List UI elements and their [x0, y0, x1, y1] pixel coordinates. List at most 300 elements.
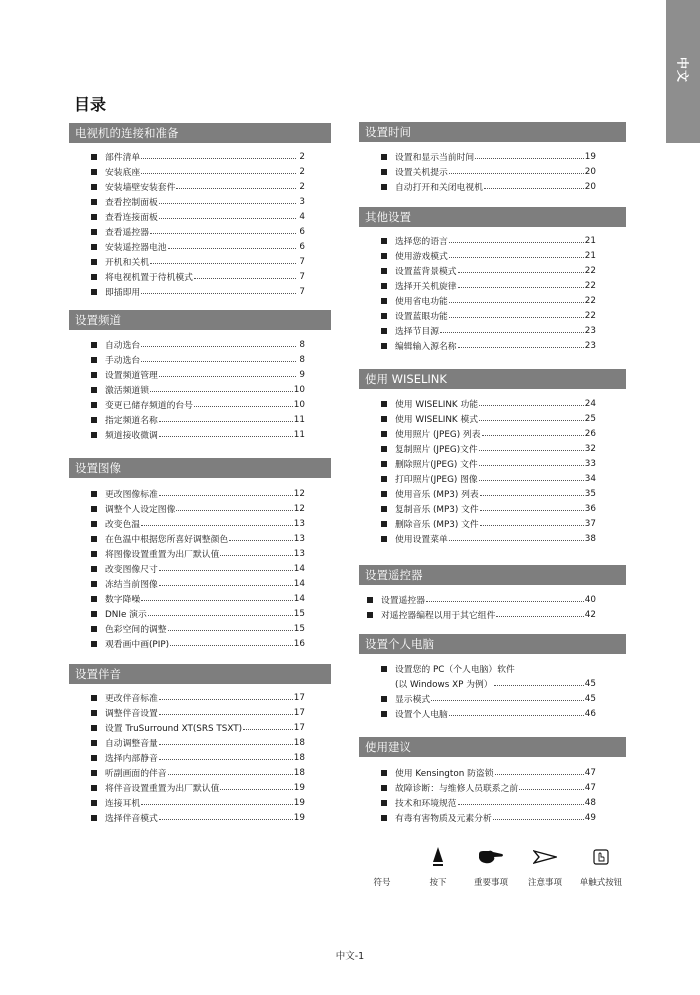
dot-leader — [159, 203, 296, 204]
dot-leader — [479, 405, 584, 406]
dot-leader — [150, 233, 296, 234]
bullet-square-icon — [91, 244, 97, 250]
bullet-square-icon — [91, 342, 97, 348]
toc-entry-page: 20 — [584, 166, 596, 177]
symbol-label: 按下 — [429, 878, 447, 888]
toc-entry-page: 19 — [293, 797, 305, 808]
toc-entry-page: 46 — [584, 708, 596, 719]
dot-leader — [479, 465, 584, 466]
toc-entry-page: 18 — [293, 752, 305, 763]
toc-entry-page: 23 — [584, 340, 596, 351]
section-connection — [69, 123, 331, 299]
toc-entry-label: 自动打开和关闭电视机 — [395, 183, 483, 193]
toc-entry — [69, 179, 331, 194]
toc-entry-page: 22 — [584, 295, 596, 306]
bullet-square-icon — [91, 710, 97, 716]
toc-entry-page: 13 — [293, 518, 305, 529]
toc-entry — [69, 606, 331, 621]
toc-entry-page: 17 — [293, 707, 305, 718]
dot-leader — [449, 302, 584, 303]
section-header: 使用建议 — [359, 737, 626, 757]
bullet-square-icon — [381, 815, 387, 821]
toc-entry-page: 22 — [584, 280, 596, 291]
toc-entry-page: 4 — [299, 211, 305, 222]
section-header: 使用 WISELINK — [359, 369, 626, 389]
toc-entry-page: 13 — [293, 533, 305, 544]
toc-entry-label: 指定频道名称 — [105, 416, 158, 426]
bullet-square-icon — [91, 417, 97, 423]
dot-leader — [479, 450, 584, 451]
toc-entry — [69, 531, 331, 546]
toc-entry-label: 使用 WISELINK 模式 — [395, 415, 479, 425]
bullet-square-icon — [381, 521, 387, 527]
dot-leader — [458, 804, 584, 805]
toc-entry — [69, 352, 331, 367]
entry-list — [359, 149, 626, 194]
bullet-square-icon — [367, 612, 373, 618]
toc-entry-page: 7 — [299, 256, 305, 267]
toc-entry-label: 观看画中画(PIP) — [105, 640, 170, 650]
toc-entry-label: 复制照片 (JPEG)文件 — [395, 445, 478, 455]
dot-leader — [449, 257, 584, 258]
section-pc — [359, 634, 626, 721]
toc-entry-label: 故障诊断：与维修人员联系之前 — [395, 784, 519, 794]
dot-leader — [484, 188, 584, 189]
toc-entry-label: 色彩空间的调整 — [105, 625, 167, 635]
dot-leader — [159, 376, 296, 377]
toc-entry-label: 频道接收微调 — [105, 431, 158, 441]
toc-entry-page: 21 — [584, 250, 596, 261]
symbol-legend — [369, 846, 631, 892]
toc-entry — [69, 780, 331, 795]
toc-entry-label: 更改伴音标准 — [105, 694, 158, 704]
section-header: 其他设置 — [359, 207, 626, 227]
dot-leader — [150, 263, 296, 264]
toc-entry-page: 10 — [293, 399, 305, 410]
toc-entry-label: 连接耳机 — [105, 799, 141, 809]
bullet-square-icon — [381, 446, 387, 452]
dot-leader — [141, 361, 296, 362]
toc-entry — [69, 546, 331, 561]
toc-entry — [359, 263, 626, 278]
toc-entry — [359, 661, 626, 676]
symbol-one-touch — [578, 846, 624, 888]
toc-entry-page: 18 — [293, 767, 305, 778]
toc-entry-page: 14 — [293, 563, 305, 574]
dot-leader — [168, 630, 293, 631]
toc-entry — [69, 164, 331, 179]
toc-entry-page: 13 — [293, 548, 305, 559]
bullet-square-icon — [381, 343, 387, 349]
toc-entry — [69, 486, 331, 501]
toc-entry-page: 15 — [293, 623, 305, 634]
toc-entry — [69, 705, 331, 720]
bullet-square-icon — [91, 770, 97, 776]
toc-entry-page: 9 — [299, 369, 305, 380]
bullet-square-icon — [91, 740, 97, 746]
bullet-square-icon — [381, 283, 387, 289]
entry-list — [69, 149, 331, 299]
toc-entry-page: 6 — [299, 241, 305, 252]
toc-entry-label: 听副画面的伴音 — [105, 769, 167, 779]
toc-entry — [69, 720, 331, 735]
toc-entry-page: 7 — [299, 286, 305, 297]
section-header: 设置个人电脑 — [359, 634, 626, 654]
section-sound — [69, 664, 331, 825]
toc-entry — [359, 293, 626, 308]
press-arrow-icon — [431, 846, 445, 868]
toc-entry-label: 激活频道锁 — [105, 386, 149, 396]
toc-entry-page: 11 — [293, 429, 305, 440]
bullet-square-icon — [381, 770, 387, 776]
dot-leader — [141, 525, 293, 526]
bullet-square-icon — [381, 268, 387, 274]
toc-entry-page: 6 — [299, 226, 305, 237]
toc-entry-label: 将图像设置重置为出厂默认值 — [105, 550, 220, 560]
entry-list — [69, 337, 331, 442]
toc-entry-label: 查看连接面板 — [105, 213, 158, 223]
dot-leader — [159, 759, 293, 760]
bullet-square-icon — [381, 184, 387, 190]
toc-entry — [69, 516, 331, 531]
toc-entry — [69, 412, 331, 427]
dot-leader — [449, 540, 584, 541]
dot-leader — [519, 789, 584, 790]
bullet-square-icon — [381, 416, 387, 422]
dot-leader — [480, 510, 584, 511]
bullet-square-icon — [91, 596, 97, 602]
dot-leader — [440, 332, 584, 333]
bullet-square-icon — [91, 402, 97, 408]
toc-entry-label: 对遥控器编程以用于其它组件 — [381, 611, 496, 621]
toc-entry-label: 安装底座 — [105, 168, 141, 178]
dot-leader — [159, 585, 293, 586]
dot-leader — [475, 158, 584, 159]
bullet-square-icon — [381, 711, 387, 717]
section-header: 设置伴音 — [69, 664, 331, 684]
toc-entry — [359, 396, 626, 411]
bullet-square-icon — [381, 696, 387, 702]
toc-entry — [69, 735, 331, 750]
toc-entry — [69, 224, 331, 239]
toc-entry-page: 10 — [293, 384, 305, 395]
toc-entry-label: 使用 Kensington 防盗锁 — [395, 769, 494, 779]
toc-entry — [69, 621, 331, 636]
toc-entry — [69, 194, 331, 209]
toc-entry — [359, 323, 626, 338]
dot-leader — [159, 421, 293, 422]
dot-leader — [496, 616, 583, 617]
toc-entry-label: 自动选台 — [105, 341, 141, 351]
bullet-square-icon — [381, 476, 387, 482]
bullet-square-icon — [381, 506, 387, 512]
toc-entry — [69, 561, 331, 576]
toc-entry — [69, 636, 331, 651]
dot-leader — [141, 158, 296, 159]
section-remote — [359, 565, 626, 622]
one-touch-button-icon — [593, 849, 609, 865]
section-channels — [69, 310, 331, 442]
toc-entry-page: 19 — [293, 782, 305, 793]
bullet-square-icon — [381, 431, 387, 437]
toc-entry-label: (以 Windows XP 为例） — [395, 680, 493, 690]
symbol-legend-label: 符号 — [373, 878, 391, 888]
toc-entry-page: 21 — [584, 235, 596, 246]
toc-entry-page: 42 — [584, 609, 596, 620]
dot-leader — [458, 347, 584, 348]
toc-entry-label: 删除音乐 (MP3) 文件 — [395, 520, 479, 530]
toc-entry-page: 24 — [584, 398, 596, 409]
dot-leader — [141, 346, 296, 347]
bullet-square-icon — [91, 581, 97, 587]
toc-entry-label: 调整个人设定图像 — [105, 505, 176, 515]
toc-entry — [359, 531, 626, 546]
dot-leader — [220, 789, 292, 790]
toc-entry — [359, 780, 626, 795]
toc-entry-label: 更改图像标准 — [105, 490, 158, 500]
toc-entry-label: 使用游戏模式 — [395, 252, 448, 262]
symbol-important — [468, 846, 514, 888]
bullet-square-icon — [91, 611, 97, 617]
symbol-label: 单触式按钮 — [579, 878, 623, 888]
dot-leader — [176, 188, 296, 189]
dot-leader — [170, 645, 293, 646]
toc-entry — [359, 471, 626, 486]
dot-leader — [431, 700, 584, 701]
bullet-square-icon — [91, 214, 97, 220]
toc-entry — [359, 164, 626, 179]
bullet-square-icon — [381, 154, 387, 160]
bullet-square-icon — [91, 199, 97, 205]
toc-entry-page: 17 — [293, 692, 305, 703]
dot-leader — [449, 715, 584, 716]
bullet-square-icon — [367, 597, 373, 603]
toc-entry — [359, 810, 626, 825]
toc-entry-label: 安装墙壁安装套件 — [105, 183, 176, 193]
toc-entry — [359, 179, 626, 194]
symbol-label: 注意事项 — [527, 878, 562, 888]
toc-entry — [69, 284, 331, 299]
entry-list — [359, 396, 626, 546]
toc-entry-label: 设置个人电脑 — [395, 710, 448, 720]
toc-entry-page: 19 — [293, 812, 305, 823]
dot-leader — [243, 729, 293, 730]
language-tab-label: 中文 — [675, 56, 690, 84]
toc-entry-label: 改变图像尺寸 — [105, 565, 158, 575]
toc-entry-page: 8 — [299, 354, 305, 365]
section-wiselink — [359, 369, 626, 546]
dot-leader — [479, 480, 584, 481]
bullet-square-icon — [91, 387, 97, 393]
toc-entry-label: 选择内部静音 — [105, 754, 158, 764]
bullet-square-icon — [91, 551, 97, 557]
dot-leader — [482, 435, 584, 436]
toc-entry-page: 23 — [584, 325, 596, 336]
bullet-square-icon — [91, 491, 97, 497]
bullet-square-icon — [381, 298, 387, 304]
toc-entry — [69, 591, 331, 606]
bullet-square-icon — [91, 184, 97, 190]
toc-entry-page: 26 — [584, 428, 596, 439]
bullet-square-icon — [91, 372, 97, 378]
bullet-square-icon — [91, 641, 97, 647]
dot-leader — [495, 774, 584, 775]
dot-leader — [159, 495, 293, 496]
symbol-legend-label-wrap — [359, 846, 405, 888]
toc-entry — [359, 248, 626, 263]
toc-entry-label: 手动选台 — [105, 356, 141, 366]
bullet-square-icon — [91, 229, 97, 235]
bullet-square-icon — [381, 328, 387, 334]
dot-leader — [141, 600, 293, 601]
toc-entry-label: 将电视机置于待机模式 — [105, 273, 193, 283]
bullet-square-icon — [381, 253, 387, 259]
page-title: 目录 — [74, 95, 107, 114]
dot-leader — [493, 819, 584, 820]
toc-entry — [359, 233, 626, 248]
entry-list — [359, 592, 626, 622]
toc-entry-page: 49 — [584, 812, 596, 823]
section-other — [359, 207, 626, 353]
toc-entry-label: 调整伴音设置 — [105, 709, 158, 719]
toc-entry — [359, 516, 626, 531]
toc-entry — [69, 765, 331, 780]
toc-entry-label: 将伴音设置重置为出厂默认值 — [105, 784, 220, 794]
toc-entry-label: 设置频道管理 — [105, 371, 158, 381]
dot-leader — [229, 540, 293, 541]
toc-entry-page: 11 — [293, 414, 305, 425]
toc-entry-label: 使用 WISELINK 功能 — [395, 400, 479, 410]
section-header: 电视机的连接和准备 — [69, 123, 331, 143]
toc-entry — [359, 592, 626, 607]
toc-entry-label: 选择您的语言 — [395, 237, 448, 247]
bullet-square-icon — [381, 666, 387, 672]
toc-entry — [359, 456, 626, 471]
toc-entry-page: 22 — [584, 265, 596, 276]
symbol-note — [522, 846, 568, 888]
toc-entry — [359, 486, 626, 501]
toc-entry-page: 47 — [584, 767, 596, 778]
bullet-square-icon — [91, 506, 97, 512]
toc-entry-label: 查看控制面板 — [105, 198, 158, 208]
bullet-square-icon — [91, 566, 97, 572]
section-picture — [69, 458, 331, 651]
bullet-square-icon — [381, 461, 387, 467]
symbol-press — [415, 846, 461, 888]
toc-entry-label: 设置蓝眼功能 — [395, 312, 448, 322]
bullet-square-icon — [381, 169, 387, 175]
toc-entry-page: 19 — [584, 151, 596, 162]
toc-entry-page: 18 — [293, 737, 305, 748]
toc-entry-label: 使用音乐 (MP3) 列表 — [395, 490, 479, 500]
bullet-square-icon — [91, 755, 97, 761]
dot-leader — [458, 272, 584, 273]
toc-entry-label: 删除照片(JPEG) 文件 — [395, 460, 478, 470]
toc-entry-page: 14 — [293, 578, 305, 589]
toc-entry — [359, 795, 626, 810]
toc-entry — [359, 278, 626, 293]
dot-leader — [426, 601, 584, 602]
dot-leader — [159, 819, 293, 820]
toc-entry — [69, 397, 331, 412]
dot-leader — [159, 436, 293, 437]
toc-entry-label: 有毒有害物质及元素分析 — [395, 814, 492, 824]
toc-entry-label: 自动调整音量 — [105, 739, 158, 749]
toc-entry-page: 20 — [584, 181, 596, 192]
dot-leader — [479, 420, 584, 421]
toc-entry-page: 12 — [293, 503, 305, 514]
toc-entry-label: 设置和显示当前时间 — [395, 153, 475, 163]
dot-leader — [449, 242, 584, 243]
toc-entry-label: 设置遥控器 — [381, 596, 425, 606]
toc-entry-label: 冻结当前图像 — [105, 580, 158, 590]
toc-entry-page: 33 — [584, 458, 596, 469]
bullet-square-icon — [91, 695, 97, 701]
dot-leader — [480, 525, 584, 526]
toc-entry-label: 部件清单 — [105, 153, 141, 163]
dot-leader — [494, 685, 584, 686]
toc-entry-page: 45 — [584, 678, 596, 689]
toc-entry-page: 25 — [584, 413, 596, 424]
section-advice — [359, 737, 626, 825]
toc-entry-page: 17 — [293, 722, 305, 733]
toc-entry — [69, 239, 331, 254]
toc-entry — [359, 308, 626, 323]
toc-entry-page: 2 — [299, 151, 305, 162]
dot-leader — [176, 510, 292, 511]
dot-leader — [168, 774, 293, 775]
section-time — [359, 122, 626, 194]
dot-leader — [150, 391, 293, 392]
page-number: 中文-1 — [335, 951, 365, 962]
toc-entry-page: 22 — [584, 310, 596, 321]
toc-entry-label: 编辑输入源名称 — [395, 342, 457, 352]
toc-entry — [359, 607, 626, 622]
toc-entry-label: 设置关机提示 — [395, 168, 448, 178]
toc-entry-page: 40 — [584, 594, 596, 605]
toc-entry-label: 复制音乐 (MP3) 文件 — [395, 505, 479, 515]
toc-entry — [69, 337, 331, 352]
section-header: 设置遥控器 — [359, 565, 626, 585]
toc-entry-label: 使用设置菜单 — [395, 535, 448, 545]
bullet-square-icon — [91, 725, 97, 731]
toc-entry — [69, 209, 331, 224]
dot-leader — [449, 173, 584, 174]
entry-list — [359, 765, 626, 825]
bullet-square-icon — [381, 238, 387, 244]
toc-entry-page: 2 — [299, 166, 305, 177]
bullet-square-icon — [91, 800, 97, 806]
toc-entry — [359, 676, 626, 691]
toc-entry — [69, 269, 331, 284]
toc-entry-label: 安装遥控器电池 — [105, 243, 167, 253]
toc-entry-label: 选择伴音模式 — [105, 814, 158, 824]
toc-entry-page: 14 — [293, 593, 305, 604]
dot-leader — [220, 555, 292, 556]
toc-entry-label: 打印照片(JPEG) 图像 — [395, 475, 478, 485]
toc-entry-page: 36 — [584, 503, 596, 514]
dot-leader — [159, 570, 293, 571]
bullet-square-icon — [91, 626, 97, 632]
dot-leader — [458, 287, 584, 288]
toc-entry-label: 查看遥控器 — [105, 228, 149, 238]
toc-entry-page: 16 — [293, 638, 305, 649]
toc-entry — [359, 426, 626, 441]
toc-entry-label: 技术和环境规范 — [395, 799, 457, 809]
entry-list — [359, 233, 626, 353]
dot-leader — [148, 615, 293, 616]
bullet-square-icon — [381, 491, 387, 497]
